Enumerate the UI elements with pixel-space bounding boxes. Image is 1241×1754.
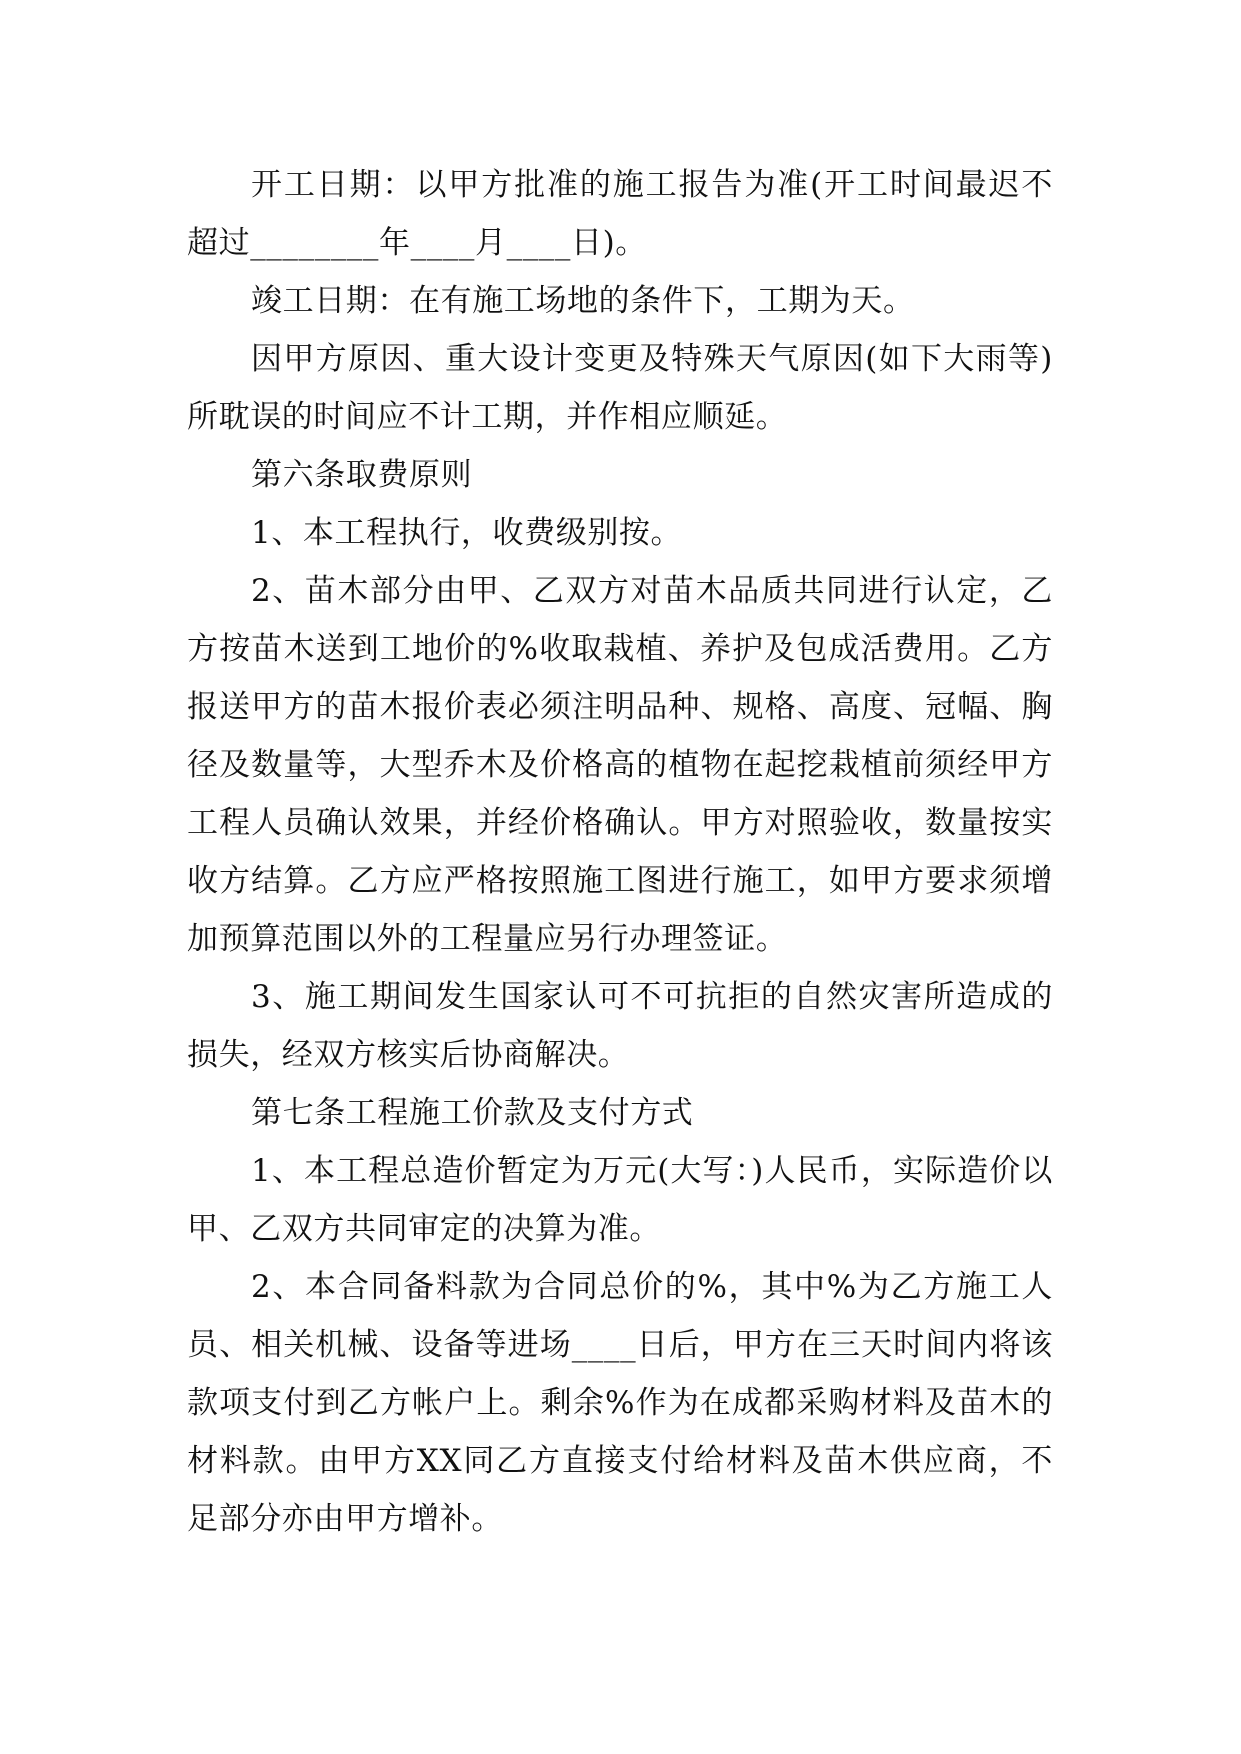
article-seven-item-2: 2、本合同备料款为合同总价的%，其中%为乙方施工人员、相关机械、设备等进场____日后，甲方在三天时间内将该款项支付到乙方帐户上。剩余%作为在成都采购材料及苗木的材料款。由甲方XX同乙方直接支付给材料及苗木供应商，不足部分亦由甲方增补。 [187,1269,1053,1537]
paragraph-delay-clause: 因甲方原因、重大设计变更及特殊天气原因(如下大雨等)所耽误的时间应不计工期，并作相应顺延。 [187,341,1053,435]
paragraph-start-date: 开工日期：以甲方批准的施工报告为准(开工时间最迟不超过________年____月____日)。 [187,167,1053,261]
article-six-item-3: 3、施工期间发生国家认可不可抗拒的自然灾害所造成的损失，经双方核实后协商解决。 [187,979,1053,1073]
article-six-item-2: 2、苗木部分由甲、乙双方对苗木品质共同进行认定，乙方按苗木送到工地价的%收取栽植、养护及包成活费用。乙方报送甲方的苗木报价表必须注明品种、规格、高度、冠幅、胸径及数量等，大型乔木及价格高的植物在起挖栽植前须经甲方工程人员确认效果，并经价格确认。甲方对照验收，数量按实收方结算。乙方应严格按照施工图进行施工，如甲方要求须增加预算范围以外的工程量应另行办理签证。 [187,573,1053,957]
paragraph-completion-date: 竣工日期：在有施工场地的条件下，工期为天。 [251,283,915,319]
document-body [187,156,1053,1548]
article-seven-heading: 第七条工程施工价款及支付方式 [251,1095,694,1131]
article-seven-item-1: 1、本工程总造价暂定为万元(大写：)人民币，实际造价以甲、乙双方共同审定的决算为准。 [187,1153,1053,1247]
article-six-item-1: 1、本工程执行，收费级别按。 [251,515,683,551]
article-six-heading: 第六条取费原则 [251,457,473,493]
